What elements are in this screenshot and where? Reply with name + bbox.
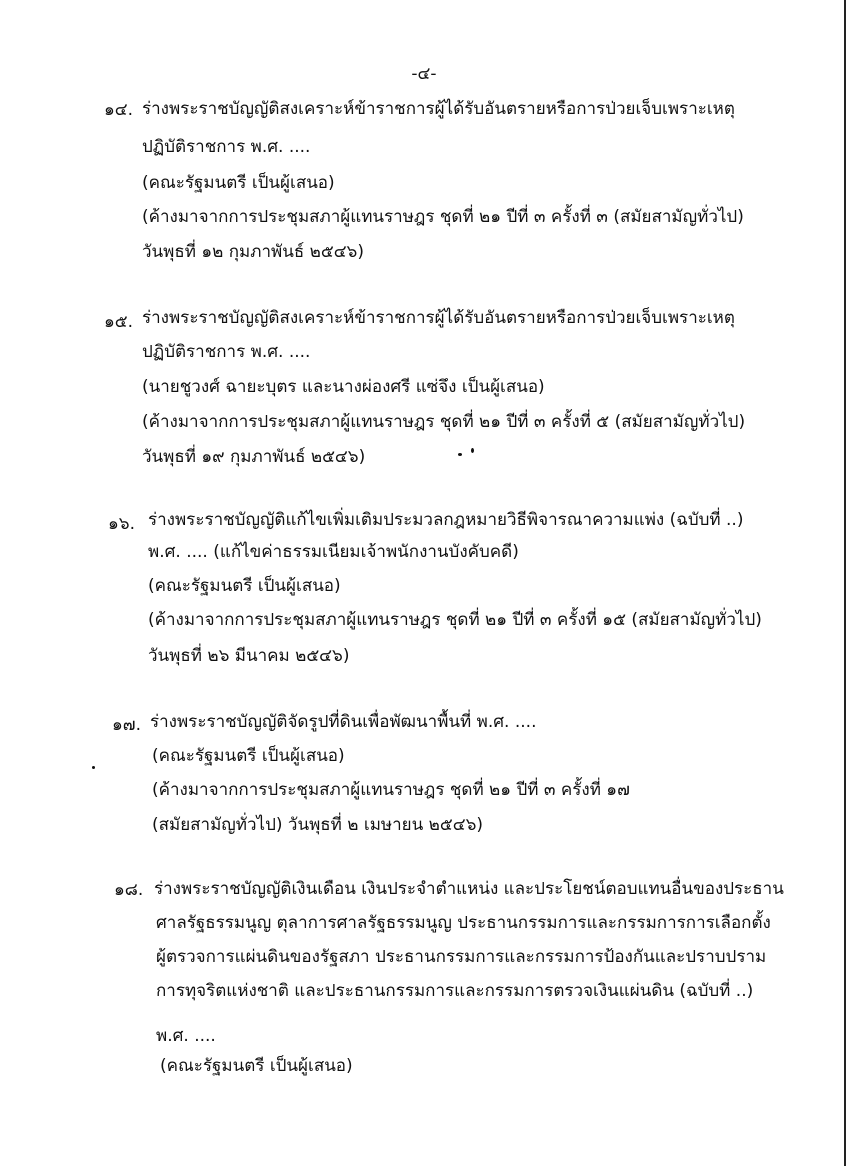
item-title-line: การทุจริตแห่งชาติ และประธานกรรมการและกรรมการตรวจเงินแผ่นดิน (ฉบับที่ ..) [156,981,754,1001]
item-title-line: ศาลรัฐธรรมนูญ ตุลาการศาลรัฐธรรมนูญ ประธานกรรมการและกรรมการการเลือกตั้ง [156,913,771,933]
item-number: ๑๗. [112,715,141,735]
item-title-line: ร่างพระราชบัญญัติสงเคราะห์ข้าราชการผู้ได้รับอันตรายหรือการป่วยเจ็บเพราะเหตุ [142,308,735,328]
item-number: ๑๘. [114,880,144,900]
item-session-note: (ค้างมาจากการประชุมสภาผู้แทนราษฎร ชุดที่ ๒๑ ปีที่ ๓ ครั้งที่ ๓ (สมัยสามัญทั่วไป) [142,207,744,227]
item-proposer: (คณะรัฐมนตรี เป็นผู้เสนอ) [142,173,335,193]
item-session-date: วันพุธที่ ๑๒ กุมภาพันธ์ ๒๕๔๖) [142,242,364,262]
item-title-line: ร่างพระราชบัญญัติแก้ไขเพิ่มเติมประมวลกฎหมายวิธีพิจารณาความแพ่ง (ฉบับที่ ..) [148,510,744,530]
item-title-line: ผู้ตรวจการแผ่นดินของรัฐสภา ประธานกรรมการและกรรมการป้องกันและปราบปราม [156,947,767,967]
item-proposer: (คณะรัฐมนตรี เป็นผู้เสนอ) [148,576,341,596]
item-session-date: (สมัยสามัญทั่วไป) วันพุธที่ ๒ เมษายน ๒๕๔๖) [152,815,484,835]
item-number: ๑๖. [108,514,135,534]
page-edge [844,0,846,1166]
item-session-date: วันพุธที่ ๑๙ กุมภาพันธ์ ๒๕๔๖) [142,447,366,467]
item-number: ๑๔. [104,100,134,120]
item-title-line: ปฏิบัติราชการ พ.ศ. .... [142,342,311,362]
scan-speck [92,766,95,769]
item-title-line: ร่างพระราชบัญญัติเงินเดือน เงินประจำตำแหน่ง และประโยชน์ตอบแทนอื่นของประธาน [154,879,784,899]
item-session-note: (ค้างมาจากการประชุมสภาผู้แทนราษฎร ชุดที่ ๒๑ ปีที่ ๓ ครั้งที่ ๑๕ (สมัยสามัญทั่วไป) [148,610,762,630]
item-session-note: (ค้างมาจากการประชุมสภาผู้แทนราษฎร ชุดที่ ๒๑ ปีที่ ๓ ครั้งที่ ๕ (สมัยสามัญทั่วไป) [142,412,746,432]
item-proposer: (คณะรัฐมนตรี เป็นผู้เสนอ) [152,746,345,766]
scan-speck [458,453,462,456]
item-session-date: วันพุธที่ ๒๖ มีนาคม ๒๕๔๖) [148,646,350,666]
item-title-line: ร่างพระราชบัญญัติจัดรูปที่ดินเพื่อพัฒนาพื้นที่ พ.ศ. .... [150,712,537,732]
scan-speck [471,448,474,453]
item-number: ๑๕. [104,312,134,332]
item-title-line: พ.ศ. .... (แก้ไขค่าธรรมเนียมเจ้าพนักงานบังคับคดี) [148,542,519,562]
item-proposer: (คณะรัฐมนตรี เป็นผู้เสนอ) [160,1056,353,1076]
page-number: -๔- [411,64,437,84]
item-session-note: (ค้างมาจากการประชุมสภาผู้แทนราษฎร ชุดที่ ๒๑ ปีที่ ๓ ครั้งที่ ๑๗ [152,780,630,800]
item-title-line: ร่างพระราชบัญญัติสงเคราะห์ข้าราชการผู้ได้รับอันตรายหรือการป่วยเจ็บเพราะเหตุ [142,99,735,119]
item-title-line: พ.ศ. .... [156,1026,216,1046]
item-title-line: ปฏิบัติราชการ พ.ศ. .... [142,137,311,157]
item-proposer: (นายชูวงศ์ ฉายะบุตร และนางผ่องศรี แซ่จึง เป็นผู้เสนอ) [142,377,545,397]
